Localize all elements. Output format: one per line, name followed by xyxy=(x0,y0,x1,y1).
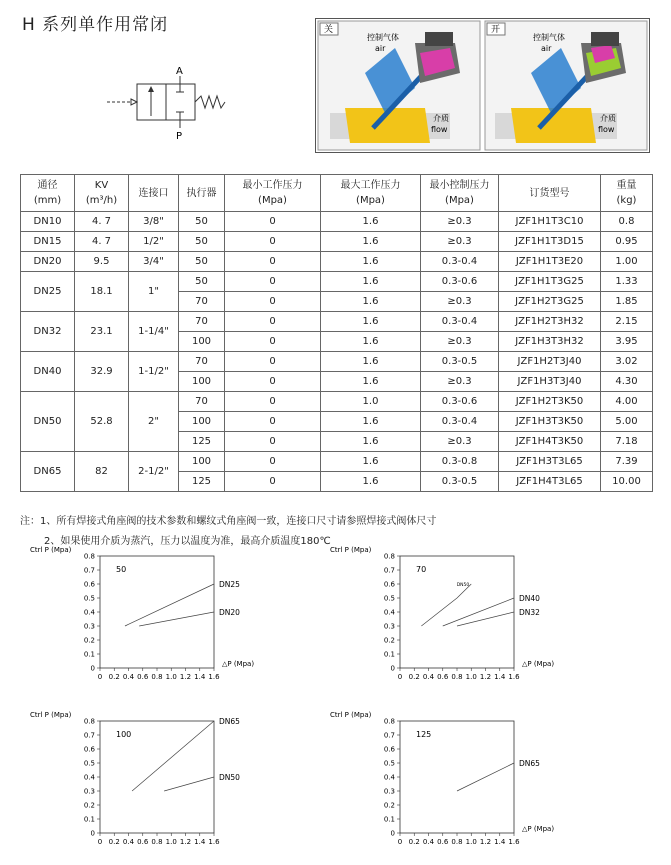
x-tick-label: 1.4 xyxy=(494,838,506,846)
cell-weight: 4.30 xyxy=(601,372,653,392)
port-a-label: A xyxy=(176,66,183,77)
cell-max-pressure: 1.6 xyxy=(321,232,421,252)
cell-min-pressure: 0 xyxy=(225,452,321,472)
cell-min-pressure: 0 xyxy=(225,312,321,332)
x-tick-label: 1.6 xyxy=(208,673,220,681)
x-tick-label: 1.2 xyxy=(179,673,192,681)
x-tick-label: 0.4 xyxy=(122,673,135,681)
y-tick-label: 0.5 xyxy=(83,759,95,768)
cell-weight: 1.33 xyxy=(601,272,653,292)
x-tick-label: 1.2 xyxy=(179,838,192,846)
x-tick-label: 0.2 xyxy=(408,673,420,681)
cell-connection: 1-1/2" xyxy=(129,352,179,392)
closed-medium-en: flow xyxy=(431,125,448,134)
y-tick-label: 0.5 xyxy=(383,759,395,768)
chart-70 xyxy=(330,543,580,687)
x-tick-label: 0.4 xyxy=(422,673,435,681)
cell-min-pressure: 0 xyxy=(225,392,321,412)
cell-weight: 3.02 xyxy=(601,352,653,372)
column-header: 连接口 xyxy=(129,175,179,212)
cell-min-pressure: 0 xyxy=(225,432,321,452)
y-axis-label: Ctrl P (Mpa) xyxy=(330,546,372,554)
valve-symbol xyxy=(105,62,245,142)
series-label: DN20 xyxy=(219,608,240,617)
cell-max-pressure: 1.6 xyxy=(321,412,421,432)
closed-medium-cn: 介质 xyxy=(433,114,449,123)
cell-actuator: 125 xyxy=(179,472,225,492)
cell-max-pressure: 1.6 xyxy=(321,372,421,392)
cell-actuator: 70 xyxy=(179,312,225,332)
y-tick-label: 0.2 xyxy=(383,636,395,645)
table-row xyxy=(21,212,653,232)
cell-kv: 82 xyxy=(75,452,129,492)
cell-ctrl-pressure: 0.3-0.4 xyxy=(421,312,499,332)
cell-actuator: 100 xyxy=(179,452,225,472)
x-axis-label: △P (Mpa) xyxy=(222,660,255,668)
y-tick-label: 0.4 xyxy=(83,608,95,617)
chart-actuator-label: 100 xyxy=(116,730,132,739)
x-tick-label: 0.8 xyxy=(451,673,463,681)
cell-weight: 7.18 xyxy=(601,432,653,452)
cell-model: JZF1H1T3D15 xyxy=(499,232,601,252)
cell-model: JZF1H1T3C10 xyxy=(499,212,601,232)
cell-max-pressure: 1.6 xyxy=(321,212,421,232)
x-tick-label: 0.6 xyxy=(437,838,449,846)
x-tick-label: 0.8 xyxy=(451,838,463,846)
chart-actuator-label: 125 xyxy=(416,730,432,739)
cell-max-pressure: 1.6 xyxy=(321,252,421,272)
cell-min-pressure: 0 xyxy=(225,212,321,232)
valve-open-illustration xyxy=(485,21,647,150)
y-tick-label: 0.1 xyxy=(83,650,95,659)
cell-actuator: 70 xyxy=(179,292,225,312)
y-tick-label: 0.5 xyxy=(383,594,395,603)
open-state-label: 开 xyxy=(491,25,501,35)
cell-kv: 18.1 xyxy=(75,272,129,312)
y-tick-label: 0.5 xyxy=(83,594,95,603)
x-tick-label: 1.2 xyxy=(479,673,492,681)
cell-weight: 3.95 xyxy=(601,332,653,352)
table-row xyxy=(21,312,653,332)
y-tick-label: 0 xyxy=(90,829,95,838)
cell-kv: 23.1 xyxy=(75,312,129,352)
x-tick-label: 1.0 xyxy=(165,838,177,846)
y-tick-label: 0.8 xyxy=(83,552,95,561)
cell-min-pressure: 0 xyxy=(225,412,321,432)
cell-connection: 1/2" xyxy=(129,232,179,252)
cell-actuator: 50 xyxy=(179,252,225,272)
y-tick-label: 0.8 xyxy=(83,717,95,726)
cell-actuator: 100 xyxy=(179,332,225,352)
cell-model: JZF1H1T3E20 xyxy=(499,252,601,272)
chart-50 xyxy=(30,543,280,687)
cell-actuator: 50 xyxy=(179,212,225,232)
cell-dn: DN50 xyxy=(21,392,75,452)
x-tick-label: 1.6 xyxy=(208,838,220,846)
cell-weight: 1.00 xyxy=(601,252,653,272)
cell-ctrl-pressure: 0.3-0.4 xyxy=(421,252,499,272)
cell-dn: DN25 xyxy=(21,272,75,312)
y-tick-label: 0 xyxy=(390,829,395,838)
cell-max-pressure: 1.6 xyxy=(321,272,421,292)
y-tick-label: 0.1 xyxy=(383,650,395,659)
table-row xyxy=(21,352,653,372)
series-label: DN65 xyxy=(519,759,540,768)
y-tick-label: 0.3 xyxy=(383,622,395,631)
cell-min-pressure: 0 xyxy=(225,352,321,372)
cell-ctrl-pressure: ≥0.3 xyxy=(421,332,499,352)
cell-model: JZF1H2T3K50 xyxy=(499,392,601,412)
x-axis-label: △P (Mpa) xyxy=(522,825,555,833)
cell-actuator: 50 xyxy=(179,232,225,252)
cell-model: JZF1H3T3H32 xyxy=(499,332,601,352)
y-tick-label: 0.2 xyxy=(83,636,95,645)
cell-weight: 7.39 xyxy=(601,452,653,472)
x-tick-label: 1.4 xyxy=(194,838,206,846)
series-line xyxy=(421,584,471,626)
cell-connection: 2" xyxy=(129,392,179,452)
cell-ctrl-pressure: ≥0.3 xyxy=(421,292,499,312)
y-tick-label: 0 xyxy=(90,664,95,673)
y-tick-label: 0.3 xyxy=(83,787,95,796)
column-header: 订货型号 xyxy=(499,175,601,212)
cell-min-pressure: 0 xyxy=(225,292,321,312)
series-line xyxy=(457,763,514,791)
cell-min-pressure: 0 xyxy=(225,372,321,392)
valve-closed-illustration xyxy=(318,21,480,150)
series-line xyxy=(457,612,514,626)
open-medium-en: flow xyxy=(598,125,615,134)
closed-air-cn: 控制气体 xyxy=(367,33,399,42)
y-axis-label: Ctrl P (Mpa) xyxy=(30,546,72,554)
y-tick-label: 0.7 xyxy=(383,566,395,575)
column-header: KV (m³/h) xyxy=(75,175,129,212)
x-tick-label: 0 xyxy=(397,673,403,681)
cell-max-pressure: 1.0 xyxy=(321,392,421,412)
cell-ctrl-pressure: 0.3-0.6 xyxy=(421,272,499,292)
y-tick-label: 0.4 xyxy=(383,773,395,782)
table-row xyxy=(21,452,653,472)
x-tick-label: 0.6 xyxy=(137,838,149,846)
table-row xyxy=(21,272,653,292)
cell-ctrl-pressure: 0.3-0.5 xyxy=(421,472,499,492)
cell-model: JZF1H2T3J40 xyxy=(499,352,601,372)
cell-kv: 4. 7 xyxy=(75,212,129,232)
chart-100 xyxy=(30,708,280,852)
cell-weight: 0.95 xyxy=(601,232,653,252)
note-1: 注：1、所有焊接式角座阀的技术参数和螺纹式角座阀一致，连接口尺寸请参照焊接式阀体尺寸 xyxy=(20,516,437,527)
port-p-label: P xyxy=(176,131,183,142)
x-tick-label: 1.4 xyxy=(194,673,206,681)
cell-dn: DN40 xyxy=(21,352,75,392)
cell-connection: 1" xyxy=(129,272,179,312)
cell-dn: DN20 xyxy=(21,252,75,272)
x-tick-label: 1.4 xyxy=(494,673,506,681)
series-label: DN65 xyxy=(219,717,240,726)
table-header-row xyxy=(21,175,653,212)
spec-table xyxy=(20,174,653,492)
cell-ctrl-pressure: ≥0.3 xyxy=(421,432,499,452)
cell-ctrl-pressure: ≥0.3 xyxy=(421,372,499,392)
table-row xyxy=(21,392,653,412)
page-title: H 系列单作用常闭 xyxy=(22,15,169,35)
cell-actuator: 100 xyxy=(179,412,225,432)
y-tick-label: 0.6 xyxy=(383,745,395,754)
x-tick-label: 1.0 xyxy=(465,838,477,846)
x-tick-label: 1.2 xyxy=(479,838,492,846)
y-tick-label: 0.6 xyxy=(83,745,95,754)
y-tick-label: 0.1 xyxy=(83,815,95,824)
cell-kv: 9.5 xyxy=(75,252,129,272)
cell-ctrl-pressure: 0.3-0.6 xyxy=(421,392,499,412)
y-tick-label: 0.7 xyxy=(383,731,395,740)
cell-min-pressure: 0 xyxy=(225,252,321,272)
x-tick-label: 0.4 xyxy=(122,838,135,846)
cell-actuator: 70 xyxy=(179,352,225,372)
cell-weight: 4.00 xyxy=(601,392,653,412)
cell-actuator: 125 xyxy=(179,432,225,452)
x-tick-label: 1.6 xyxy=(508,673,520,681)
series-line xyxy=(443,598,514,626)
cell-dn: DN32 xyxy=(21,312,75,352)
cell-max-pressure: 1.6 xyxy=(321,452,421,472)
cell-model: JZF1H3T3L65 xyxy=(499,452,601,472)
open-air-en: air xyxy=(541,44,552,53)
cell-min-pressure: 0 xyxy=(225,232,321,252)
cell-ctrl-pressure: 0.3-0.5 xyxy=(421,352,499,372)
cell-weight: 10.00 xyxy=(601,472,653,492)
x-tick-label: 0 xyxy=(97,673,103,681)
column-header: 重量 (kg) xyxy=(601,175,653,212)
y-axis-label: Ctrl P (Mpa) xyxy=(330,711,372,719)
y-tick-label: 0.3 xyxy=(383,787,395,796)
cell-model: JZF1H4T3L65 xyxy=(499,472,601,492)
cell-model: JZF1H2T3G25 xyxy=(499,292,601,312)
series-label: DN25 xyxy=(219,580,240,589)
series-label: DN32 xyxy=(519,608,540,617)
table-row xyxy=(21,252,653,272)
y-tick-label: 0.4 xyxy=(83,773,95,782)
cell-actuator: 70 xyxy=(179,392,225,412)
cell-kv: 52.8 xyxy=(75,392,129,452)
x-tick-label: 1.0 xyxy=(165,673,177,681)
y-tick-label: 0.1 xyxy=(383,815,395,824)
cell-kv: 32.9 xyxy=(75,352,129,392)
open-air-cn: 控制气体 xyxy=(533,33,565,42)
note-2: 2、如果使用介质为蒸汽，压力以温度为准，最高介质温度180℃ xyxy=(44,536,331,547)
cell-model: JZF1H2T3H32 xyxy=(499,312,601,332)
table-row xyxy=(21,232,653,252)
cell-max-pressure: 1.6 xyxy=(321,312,421,332)
cell-dn: DN15 xyxy=(21,232,75,252)
closed-air-en: air xyxy=(375,44,386,53)
x-tick-label: 1.0 xyxy=(465,673,477,681)
series-label: DN50 xyxy=(219,773,240,782)
cell-max-pressure: 1.6 xyxy=(321,432,421,452)
x-tick-label: 0.2 xyxy=(108,673,120,681)
cell-ctrl-pressure: 0.3-0.8 xyxy=(421,452,499,472)
series-label: DN40 xyxy=(519,594,540,603)
cell-ctrl-pressure: ≥0.3 xyxy=(421,232,499,252)
series-label: DN50 xyxy=(456,583,470,588)
x-tick-label: 0.4 xyxy=(422,838,435,846)
cell-connection: 1-1/4" xyxy=(129,312,179,352)
cell-weight: 1.85 xyxy=(601,292,653,312)
cell-connection: 2-1/2" xyxy=(129,452,179,492)
x-tick-label: 0 xyxy=(97,838,103,846)
cell-dn: DN10 xyxy=(21,212,75,232)
x-tick-label: 0.8 xyxy=(151,838,163,846)
column-header: 最小控制压力 (Mpa) xyxy=(421,175,499,212)
chart-125 xyxy=(330,708,580,852)
cell-actuator: 50 xyxy=(179,272,225,292)
x-tick-label: 1.6 xyxy=(508,838,520,846)
table-body xyxy=(21,212,653,492)
cell-actuator: 100 xyxy=(179,372,225,392)
chart-actuator-label: 70 xyxy=(416,565,427,574)
cell-max-pressure: 1.6 xyxy=(321,292,421,312)
x-tick-label: 0 xyxy=(397,838,403,846)
cell-weight: 5.00 xyxy=(601,412,653,432)
y-tick-label: 0.8 xyxy=(383,552,395,561)
cell-max-pressure: 1.6 xyxy=(321,352,421,372)
y-tick-label: 0.6 xyxy=(83,580,95,589)
cell-ctrl-pressure: ≥0.3 xyxy=(421,212,499,232)
y-tick-label: 0.3 xyxy=(83,622,95,631)
cell-kv: 4. 7 xyxy=(75,232,129,252)
cell-connection: 3/4" xyxy=(129,252,179,272)
column-header: 最小工作压力 (Mpa) xyxy=(225,175,321,212)
y-axis-label: Ctrl P (Mpa) xyxy=(30,711,72,719)
open-medium-cn: 介质 xyxy=(600,114,616,123)
y-tick-label: 0.7 xyxy=(83,731,95,740)
cell-model: JZF1H3T3K50 xyxy=(499,412,601,432)
cell-connection: 3/8" xyxy=(129,212,179,232)
y-tick-label: 0.8 xyxy=(383,717,395,726)
x-tick-label: 0.8 xyxy=(151,673,163,681)
y-tick-label: 0.2 xyxy=(383,801,395,810)
cell-min-pressure: 0 xyxy=(225,472,321,492)
cell-weight: 0.8 xyxy=(601,212,653,232)
y-tick-label: 0.6 xyxy=(383,580,395,589)
cell-max-pressure: 1.6 xyxy=(321,472,421,492)
column-header: 通径 (mm) xyxy=(21,175,75,212)
x-tick-label: 0.6 xyxy=(137,673,149,681)
chart-actuator-label: 50 xyxy=(116,565,127,574)
x-axis-label: △P (Mpa) xyxy=(522,660,555,668)
series-line xyxy=(125,584,214,626)
y-tick-label: 0 xyxy=(390,664,395,673)
closed-state-label: 关 xyxy=(324,25,334,35)
x-tick-label: 0.2 xyxy=(408,838,420,846)
y-tick-label: 0.7 xyxy=(83,566,95,575)
x-tick-label: 0.6 xyxy=(437,673,449,681)
cell-min-pressure: 0 xyxy=(225,332,321,352)
cell-min-pressure: 0 xyxy=(225,272,321,292)
cell-model: JZF1H4T3K50 xyxy=(499,432,601,452)
cell-max-pressure: 1.6 xyxy=(321,332,421,352)
column-header: 执行器 xyxy=(179,175,225,212)
series-line xyxy=(164,777,214,791)
y-tick-label: 0.4 xyxy=(383,608,395,617)
y-tick-label: 0.2 xyxy=(83,801,95,810)
cell-ctrl-pressure: 0.3-0.4 xyxy=(421,412,499,432)
cell-weight: 2.15 xyxy=(601,312,653,332)
cell-model: JZF1H3T3J40 xyxy=(499,372,601,392)
column-header: 最大工作压力 (Mpa) xyxy=(321,175,421,212)
valve-illustrations xyxy=(315,18,650,153)
x-tick-label: 0.2 xyxy=(108,838,120,846)
cell-model: JZF1H1T3G25 xyxy=(499,272,601,292)
cell-dn: DN65 xyxy=(21,452,75,492)
